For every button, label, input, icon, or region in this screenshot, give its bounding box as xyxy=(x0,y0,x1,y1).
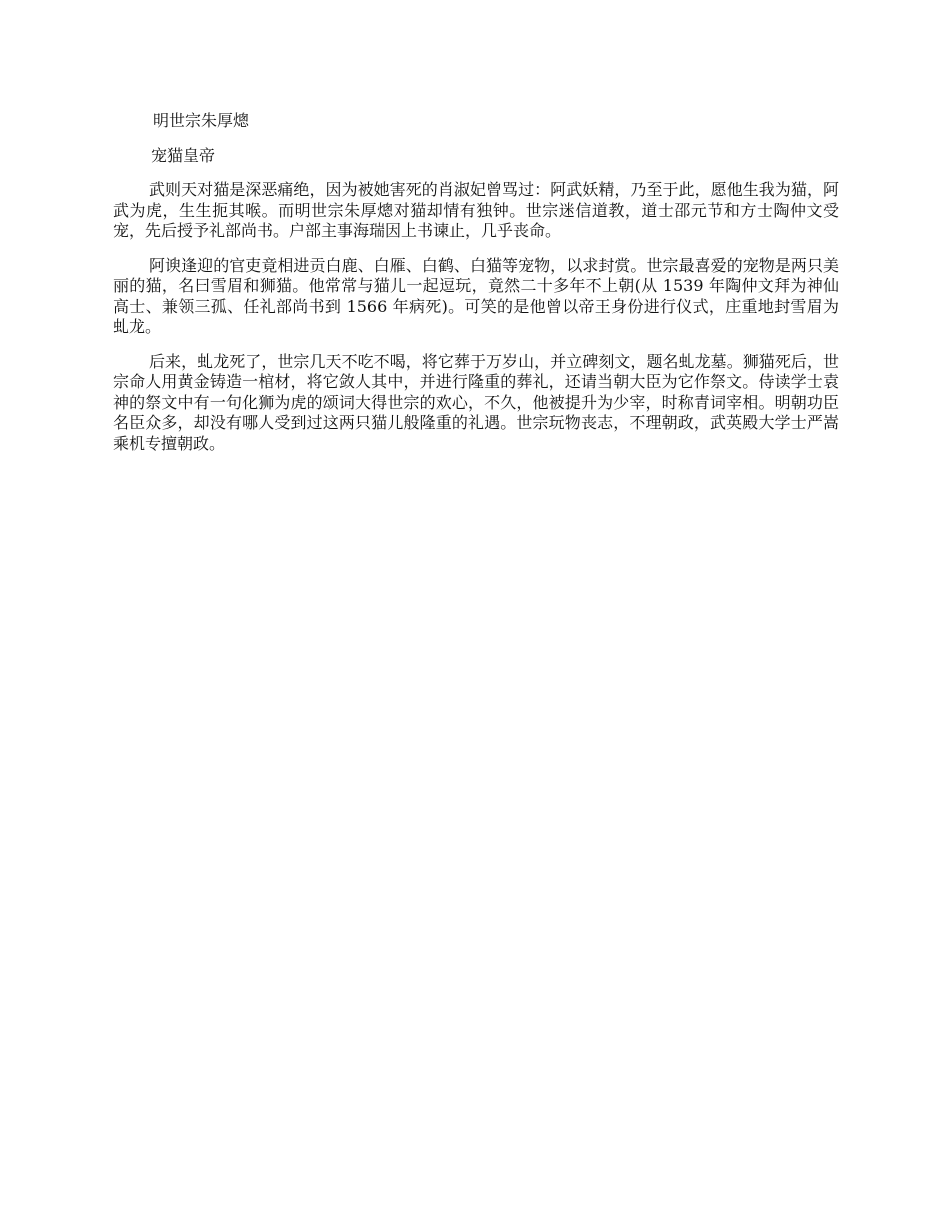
document-subtitle: 宠猫皇帝 xyxy=(151,145,216,165)
paragraph-1: 武则天对猫是深恶痛绝，因为被她害死的肖淑妃曾骂过：阿武妖精，乃至于此，愿他生我为猫，阿武为虎，生生扼其喉。而明世宗朱厚熜对猫却情有独钟。世宗迷信道教，道士邵元节和方士陶仲文受宠，先后授予礼部尚书。户部主事海瑞因上书谏止，几乎丧命。 xyxy=(113,180,839,240)
document-body xyxy=(113,111,839,468)
paragraph-3: 后来，虬龙死了，世宗几天不吃不喝，将它葬于万岁山，并立碑刻文，题名虬龙墓。狮猫死后，世宗命人用黄金铸造一棺材，将它敛人其中，并进行隆重的葬礼，还请当朝大臣为它作祭文。侍读学士袁神的祭文中有一句化狮为虎的颂词大得世宗的欢心，不久，他被提升为少宰，时称青词宰相。明朝功臣名臣众多，却没有哪人受到过这两只猫儿般隆重的礼遇。世宗玩物丧志，不理朝政，武英殿大学士严嵩乘机专擅朝政。 xyxy=(113,351,839,453)
paragraph-2: 阿谀逢迎的官吏竟相进贡白鹿、白雁、白鹤、白猫等宠物，以求封赏。世宗最喜爱的宠物是两只美丽的猫，名曰雪眉和狮猫。他常常与猫儿一起逗玩，竟然二十多年不上朝(从 1539 年陶仲文拜为神仙高士、兼领三孤、任礼部尚书到 1566 年病死)。可笑的是他曾以帝王身份进行仪式，庄重地封雪眉为虬龙。 xyxy=(113,255,839,336)
document-title: 明世宗朱厚熜 xyxy=(153,111,250,130)
